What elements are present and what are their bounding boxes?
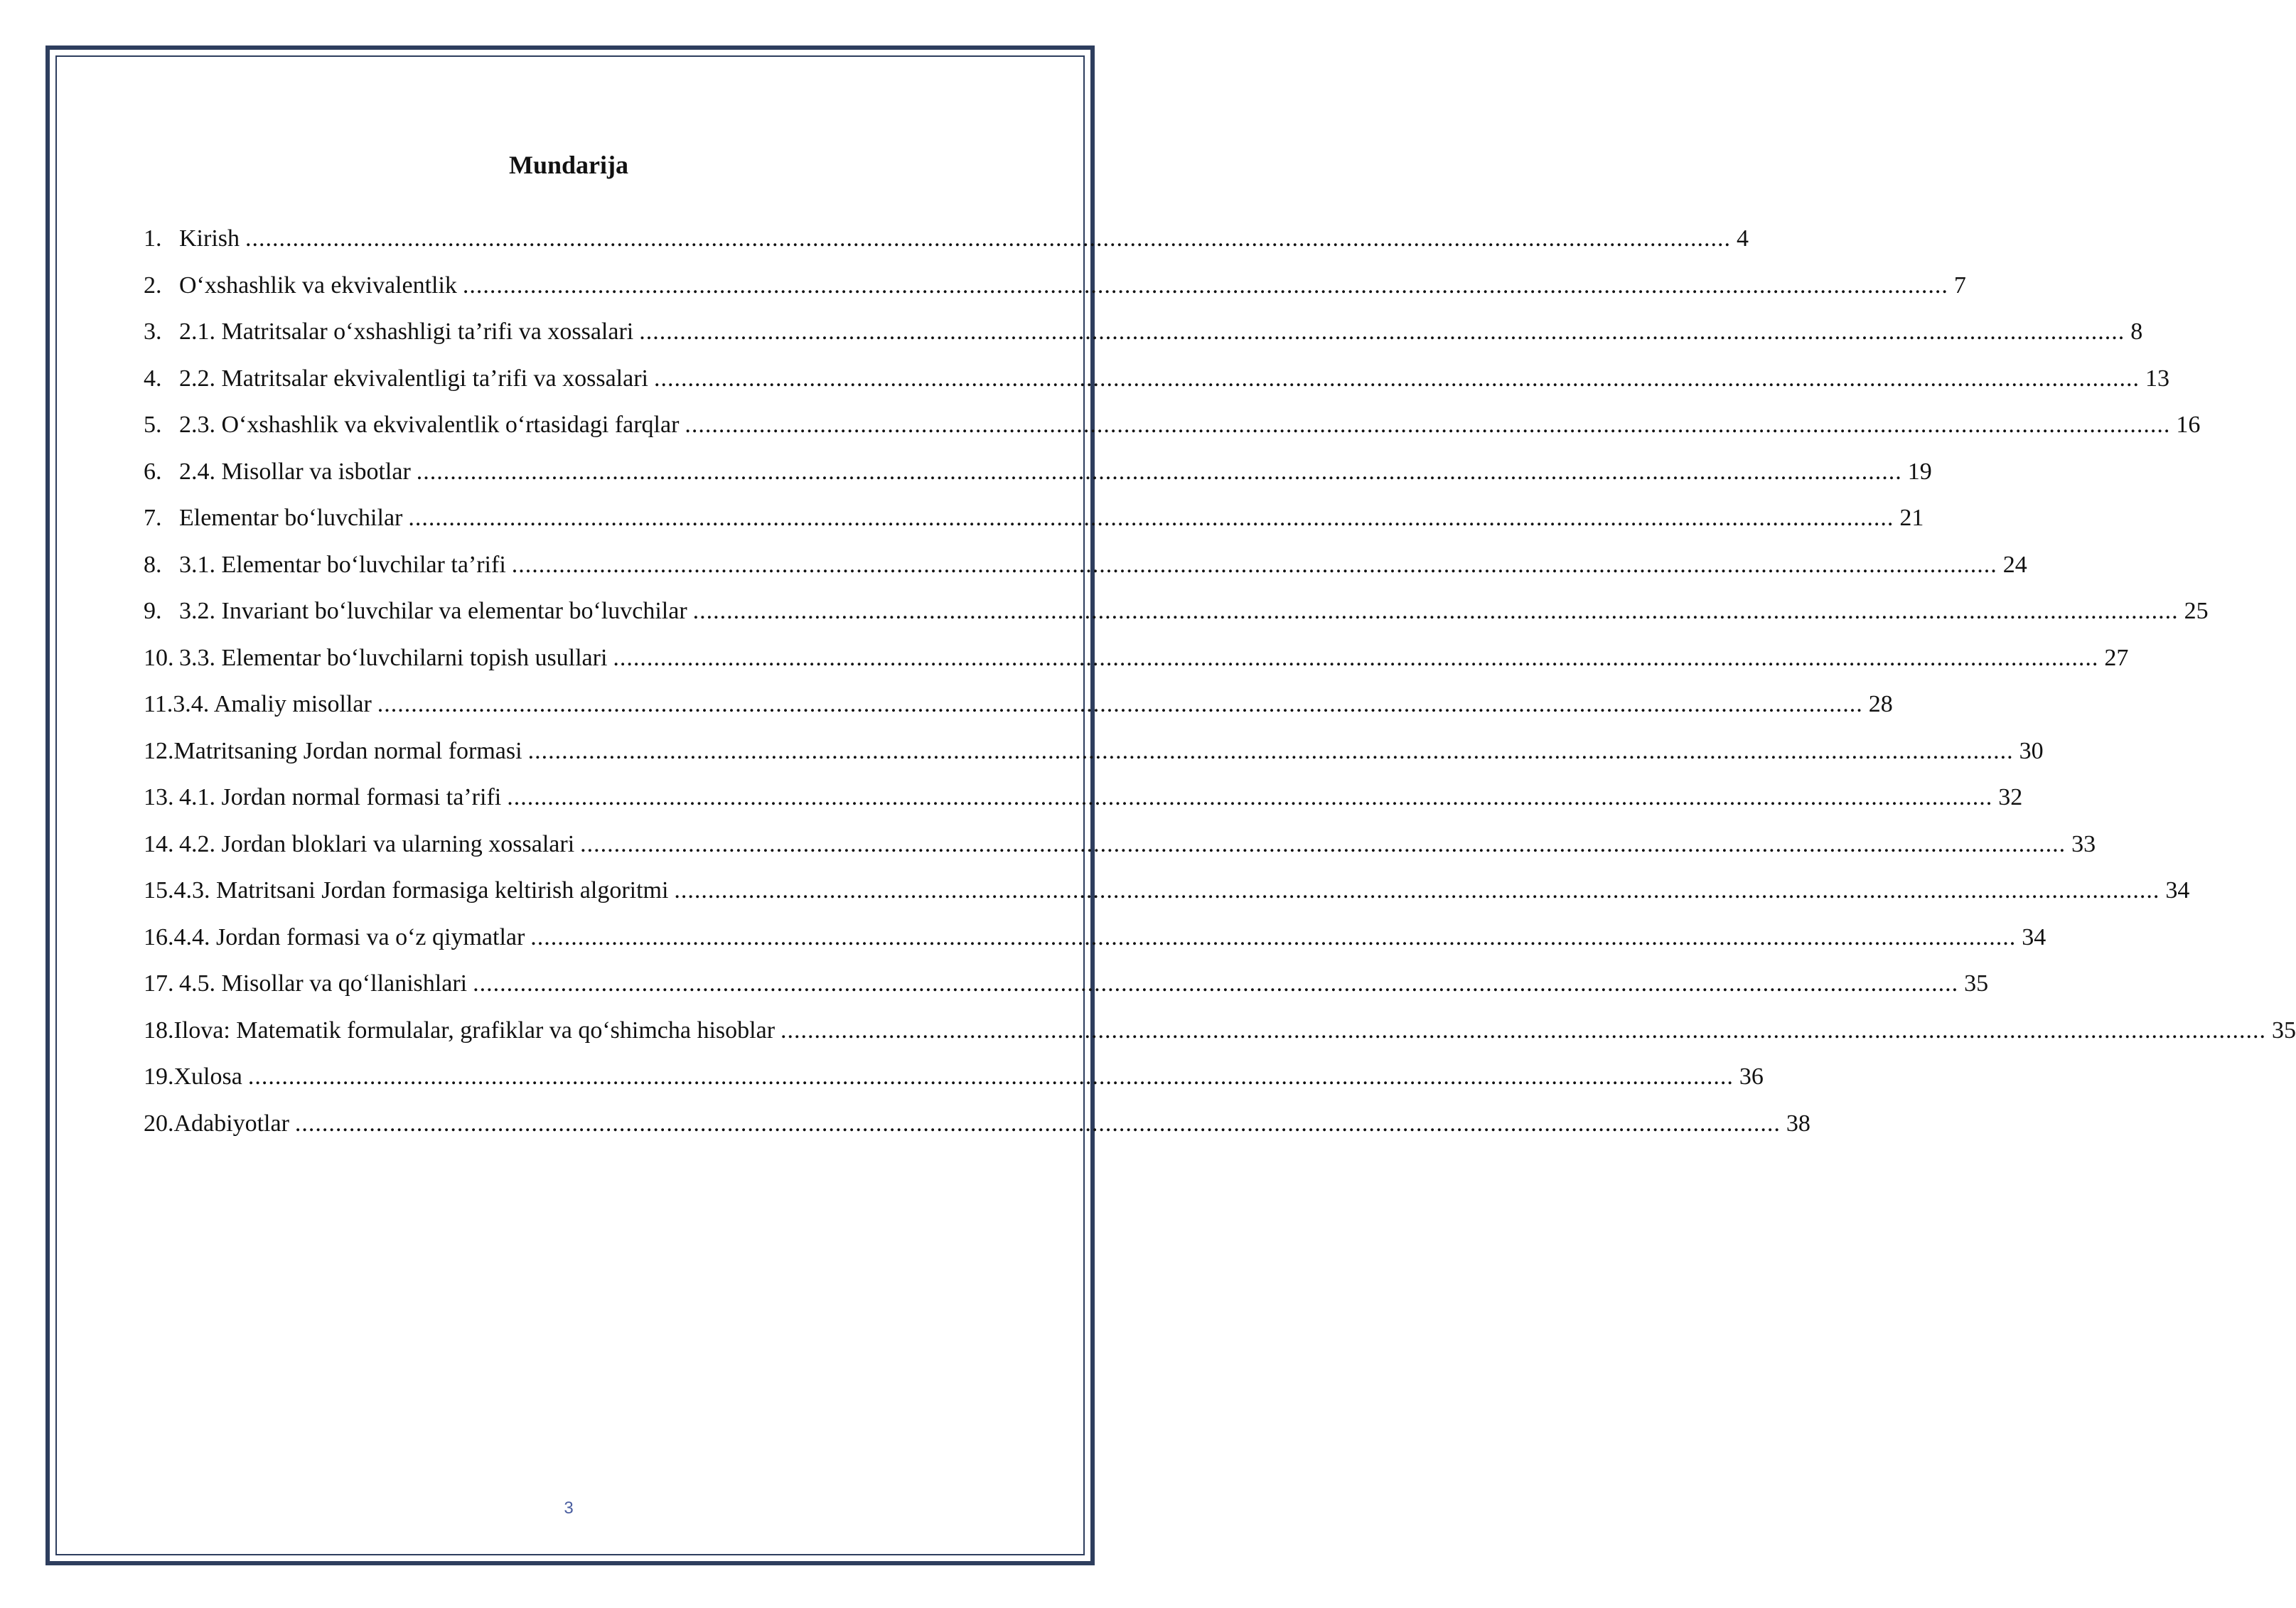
- toc-entry-page: 7: [1953, 272, 1966, 299]
- toc-entry-title: 4.5. Misollar va qo‘llanishlari: [179, 970, 468, 997]
- toc-entry-title: 4.3. Matritsani Jordan formasiga keltirish algoritmi: [173, 877, 669, 904]
- toc-leader-dots: ............................................................................................................................................................................................................................: [511, 551, 1997, 578]
- toc-entry-number: 12.: [144, 737, 174, 764]
- toc-entry-page: 27: [2104, 644, 2129, 671]
- toc-entry-page: 4: [1737, 225, 1749, 252]
- toc-entry-page: 30: [2019, 737, 2044, 764]
- toc-entry[interactable]: [144, 548, 2027, 595]
- toc-leader-dots: ............................................................................................................................................................................................................................: [685, 412, 2171, 438]
- toc-entry[interactable]: [144, 827, 2096, 874]
- toc-leader-dots: ............................................................................................................................................................................................................................: [245, 225, 1731, 252]
- toc-entry[interactable]: [144, 781, 2023, 827]
- toc-leader-dots: ............................................................................................................................................................................................................................: [674, 877, 2160, 904]
- toc-entry-page: 16: [2176, 412, 2201, 438]
- toc-entry[interactable]: [144, 967, 1989, 1014]
- toc-entry-number: 20.: [144, 1110, 174, 1137]
- toc-entry-page: 35: [2272, 1017, 2296, 1044]
- toc-entry-title: 4.4. Jordan formasi va o‘z qiymatlar: [173, 923, 525, 950]
- toc-entry[interactable]: [144, 455, 1932, 502]
- toc-entry-number: 6.: [144, 458, 162, 485]
- toc-entry-title: 2.1. Matritsalar o‘xshashligi ta’rifi va xossalari: [179, 318, 634, 345]
- toc-leader-dots: ............................................................................................................................................................................................................................: [294, 1110, 1781, 1137]
- toc-leader-dots: ............................................................................................................................................................................................................................: [613, 644, 2099, 671]
- toc-entry-number: 13.: [144, 784, 174, 810]
- toc-entry-title: Matritsaning Jordan normal formasi: [173, 737, 522, 764]
- toc-leader-dots: ............................................................................................................................................................................................................................: [639, 318, 2125, 345]
- toc-leader-dots: ............................................................................................................................................................................................................................: [408, 505, 1894, 531]
- toc-entry-page: 34: [2165, 877, 2190, 904]
- toc-entry-page: 28: [1868, 691, 1893, 717]
- toc-entry-page: 19: [1907, 458, 1932, 485]
- toc-entry-page: 8: [2130, 318, 2143, 345]
- toc-entry-number: 7.: [144, 505, 162, 531]
- toc-leader-dots: ............................................................................................................................................................................................................................: [692, 598, 2179, 624]
- toc-entry[interactable]: [144, 641, 2129, 688]
- toc-entry-number: 2.: [144, 272, 162, 299]
- toc-entry-title: Kirish: [179, 225, 240, 252]
- toc-leader-dots: ............................................................................................................................................................................................................................: [377, 691, 1863, 717]
- toc-entry-number: 5.: [144, 412, 162, 438]
- toc-entry-page: 35: [1964, 970, 1989, 997]
- toc-entry-title: 3.1. Elementar bo‘luvchilar ta’rifi: [179, 551, 506, 578]
- toc-leader-dots: ............................................................................................................................................................................................................................: [780, 1017, 2267, 1044]
- toc-entry[interactable]: [144, 222, 1749, 269]
- toc-entry[interactable]: [144, 269, 1966, 316]
- toc-entry[interactable]: [144, 687, 1893, 734]
- toc-entry-title: Elementar bo‘luvchilar: [179, 505, 403, 531]
- toc-entry-title: 2.3. O‘xshashlik va ekvivalentlik o‘rtasidagi farqlar: [179, 412, 680, 438]
- toc-entry-number: 10.: [144, 644, 174, 671]
- toc-entry-page: 38: [1786, 1110, 1810, 1137]
- toc-entry-title: Ilova: Matematik formulalar, grafiklar va qo‘shimcha hisoblar: [173, 1017, 776, 1044]
- toc-entry-page: 33: [2071, 830, 2096, 857]
- toc-entry[interactable]: [144, 408, 2201, 455]
- toc-leader-dots: ............................................................................................................................................................................................................................: [416, 458, 1902, 485]
- toc-entry-title: 2.2. Matritsalar ekvivalentligi ta’rifi va xossalari: [179, 365, 648, 392]
- toc-entry-title: O‘xshashlik va ekvivalentlik: [179, 272, 457, 299]
- toc-entry-number: 8.: [144, 551, 162, 578]
- toc-entry-page: 13: [2145, 365, 2169, 392]
- toc-entry[interactable]: [144, 315, 2143, 362]
- toc-entry-page: 24: [2002, 551, 2027, 578]
- page-number: 3: [564, 1499, 574, 1518]
- toc-leader-dots: ............................................................................................................................................................................................................................: [653, 365, 2140, 392]
- toc-entry-title: 4.1. Jordan normal formasi ta’rifi: [179, 784, 502, 810]
- toc-entry-page: 32: [1998, 784, 2023, 810]
- toc-entry[interactable]: [144, 921, 2046, 968]
- toc-entry-page: 36: [1739, 1063, 1764, 1090]
- toc-entry-number: 14.: [144, 830, 174, 857]
- toc-entry[interactable]: [144, 1107, 1810, 1154]
- toc-entry-page: 25: [2184, 598, 2209, 624]
- toc-entry-page: 34: [2022, 923, 2046, 950]
- toc-entry-number: 3.: [144, 318, 162, 345]
- toc-entry-number: 19.: [144, 1063, 174, 1090]
- toc-entry-number: 16.: [144, 923, 174, 950]
- toc-entry-title: 3.2. Invariant bo‘luvchilar va elementar bo‘luvchilar: [179, 598, 687, 624]
- toc-leader-dots: ............................................................................................................................................................................................................................: [247, 1063, 1734, 1090]
- toc-entry-title: 3.3. Elementar bo‘luvchilarni topish usullari: [179, 644, 608, 671]
- toc-entry-number: 4.: [144, 365, 162, 392]
- toc-entry[interactable]: [144, 874, 2190, 921]
- toc-title: Mundarija: [508, 151, 628, 179]
- toc-leader-dots: ............................................................................................................................................................................................................................: [462, 272, 1948, 299]
- toc-entry-number: 18.: [144, 1017, 174, 1044]
- toc-entry-title: 2.4. Misollar va isbotlar: [179, 458, 411, 485]
- toc-entry[interactable]: [144, 1060, 1764, 1107]
- toc-entry-title: 3.4. Amaliy misollar: [173, 691, 372, 717]
- toc-leader-dots: ............................................................................................................................................................................................................................: [507, 784, 1993, 810]
- toc-entry[interactable]: [144, 594, 2209, 641]
- toc-entry-title: Adabiyotlar: [173, 1110, 289, 1137]
- toc-entry-page: 21: [1899, 505, 1924, 531]
- toc-leader-dots: ............................................................................................................................................................................................................................: [530, 923, 2017, 950]
- toc-entry[interactable]: [144, 1014, 2296, 1061]
- toc-leader-dots: ............................................................................................................................................................................................................................: [473, 970, 1959, 997]
- toc-entry-number: 15.: [144, 877, 174, 904]
- toc-entry-number: 1.: [144, 225, 162, 252]
- table-of-contents: [144, 222, 2296, 1153]
- toc-entry-title: 4.2. Jordan bloklari va ularning xossalari: [179, 830, 575, 857]
- toc-entry-number: 9.: [144, 598, 162, 624]
- toc-entry[interactable]: [144, 362, 2169, 409]
- toc-entry[interactable]: [144, 734, 2044, 781]
- toc-entry-title: Xulosa: [173, 1063, 242, 1090]
- toc-leader-dots: ............................................................................................................................................................................................................................: [580, 830, 2066, 857]
- toc-entry[interactable]: [144, 501, 1924, 548]
- toc-leader-dots: ............................................................................................................................................................................................................................: [527, 737, 2014, 764]
- toc-entry-number: 17.: [144, 970, 174, 997]
- toc-entry-number: 11.: [144, 691, 173, 717]
